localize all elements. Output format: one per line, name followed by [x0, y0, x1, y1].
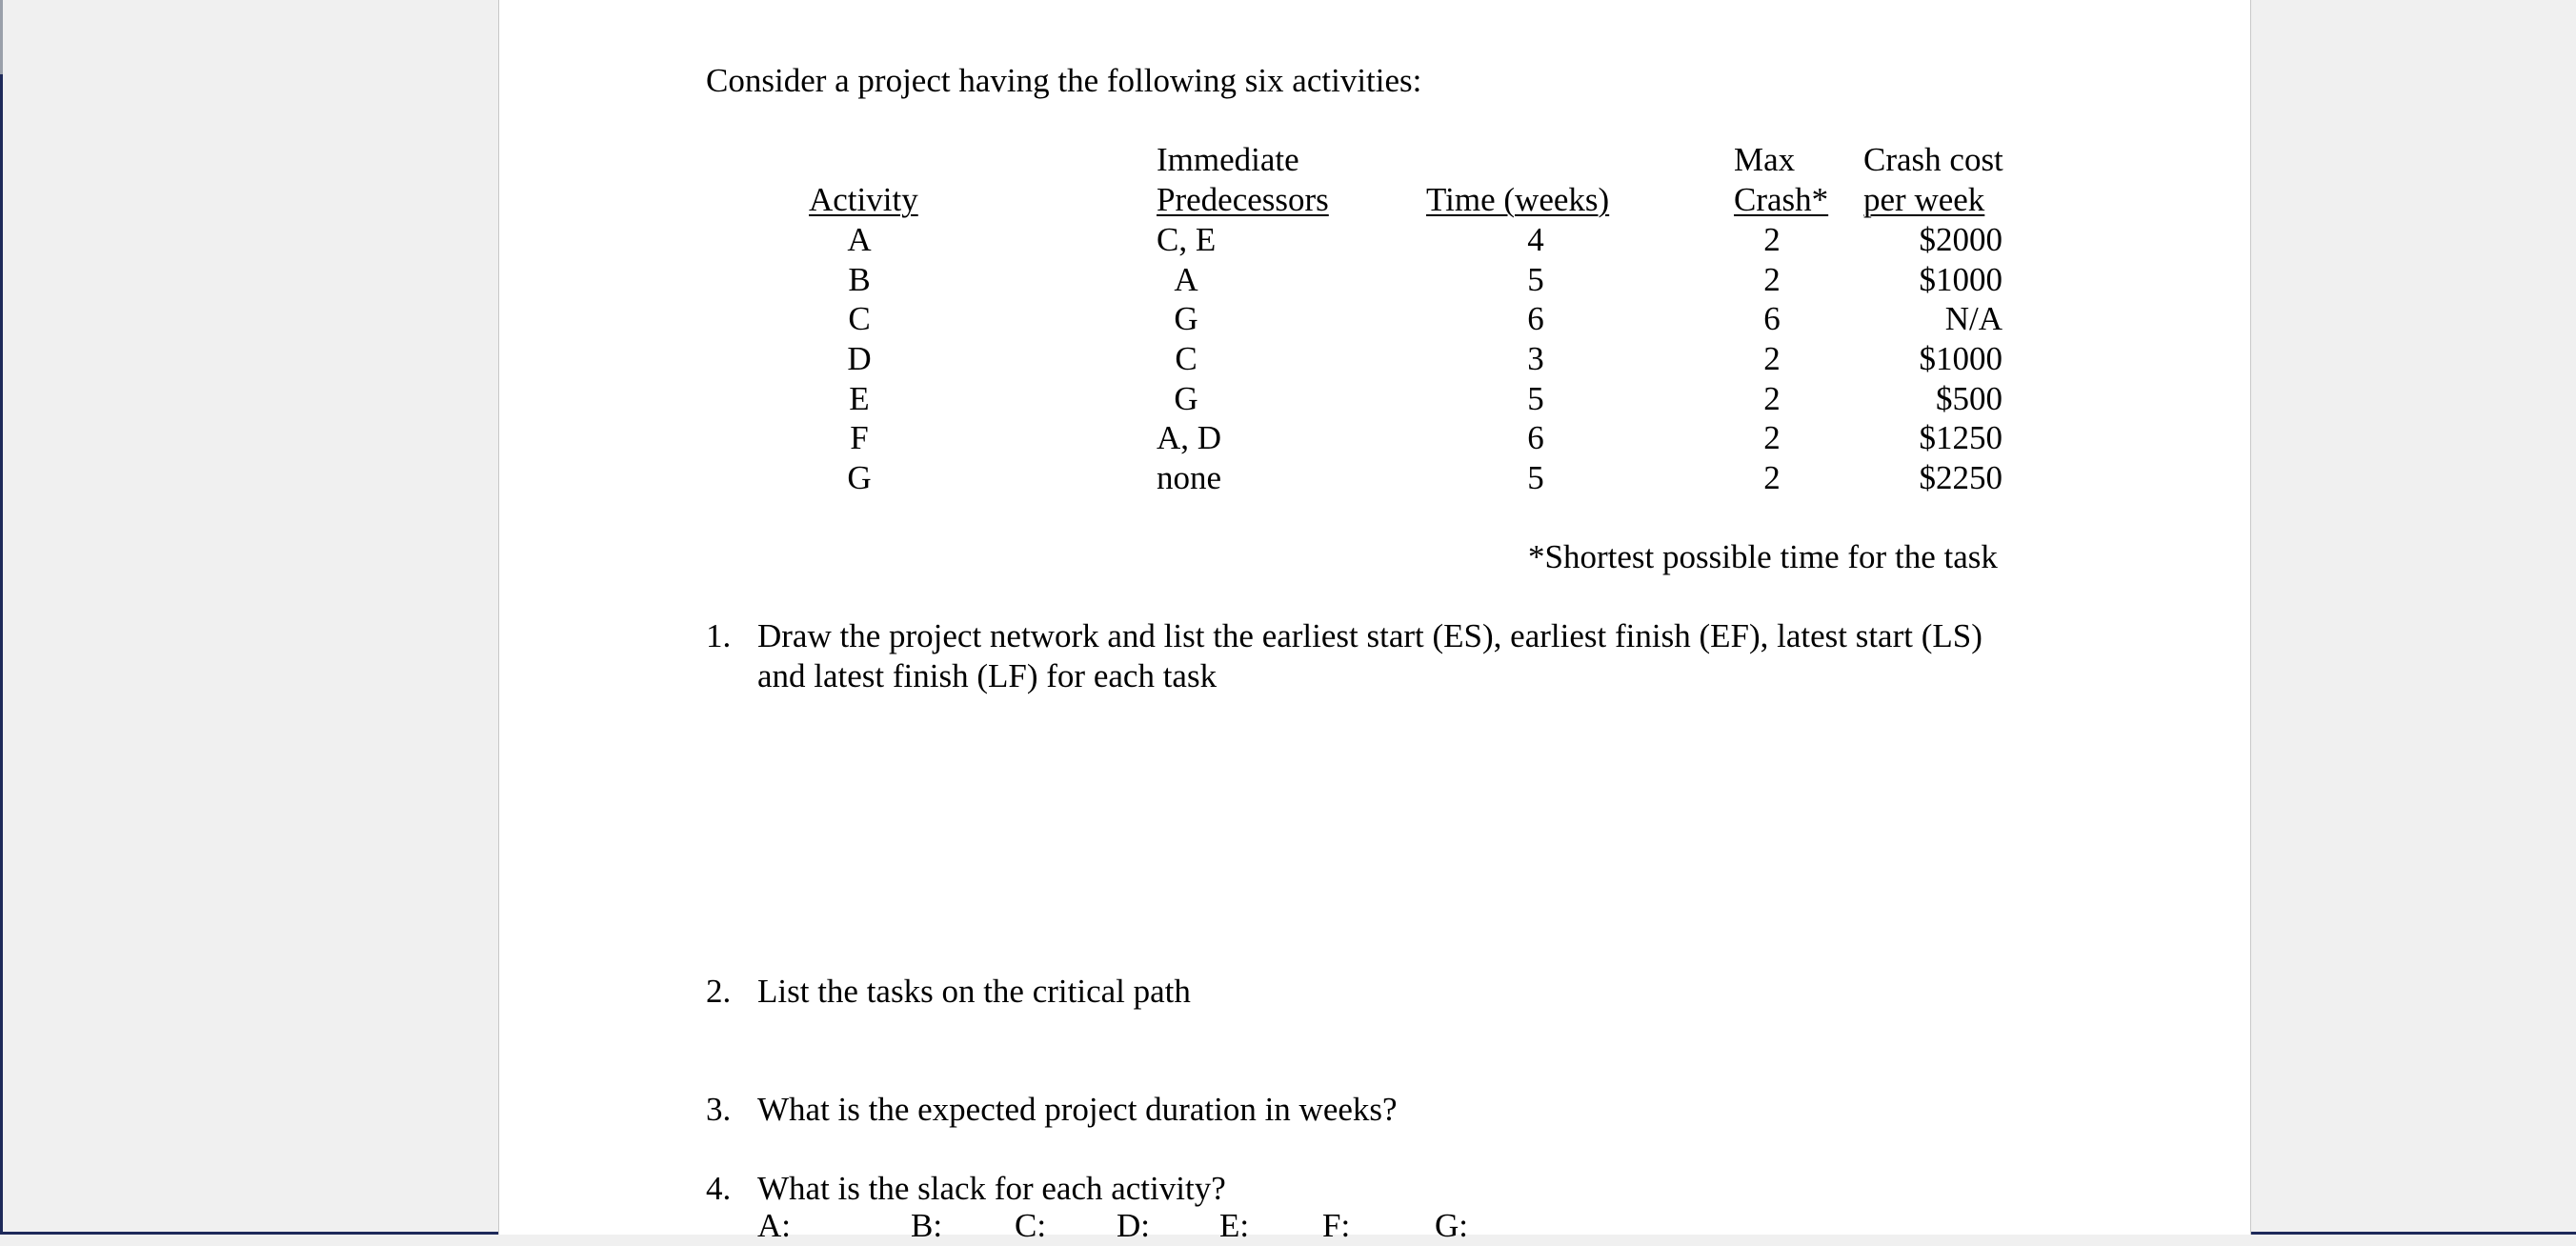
question-number: 2.	[706, 972, 731, 1012]
slack-label: E:	[1219, 1206, 1249, 1246]
window-left-border	[0, 0, 3, 1235]
cell-time: 5	[1515, 260, 1557, 300]
cell-max-crash: 2	[1751, 379, 1793, 419]
question-number: 3.	[706, 1090, 731, 1130]
slack-label: F:	[1322, 1206, 1350, 1246]
cell-predecessors: A, D	[1157, 418, 1221, 458]
cell-activity: F	[838, 418, 880, 458]
cell-crash-cost: $500	[1833, 379, 2002, 419]
cell-crash-cost: $1000	[1833, 339, 2002, 379]
header-predecessors-line2: Predecessors	[1157, 180, 1329, 220]
question-number: 4.	[706, 1169, 731, 1209]
cell-time: 4	[1515, 220, 1557, 260]
cell-time: 5	[1515, 379, 1557, 419]
header-activity: Activity	[809, 180, 918, 220]
question-text: Draw the project network and list the earliest start (ES), earliest finish (EF), latest start (LS)	[757, 616, 1982, 656]
slack-label: A:	[757, 1206, 791, 1246]
question-text: List the tasks on the critical path	[757, 972, 1191, 1012]
table-footnote: *Shortest possible time for the task	[1528, 537, 1998, 577]
cell-activity: G	[838, 458, 880, 498]
cell-time: 3	[1515, 339, 1557, 379]
cell-predecessors: C, E	[1157, 220, 1216, 260]
slack-label: D:	[1117, 1206, 1150, 1246]
cell-max-crash: 2	[1751, 220, 1793, 260]
cell-crash-cost: $1000	[1833, 260, 2002, 300]
header-maxcrash-line1: Max	[1734, 140, 1795, 180]
question-text: What is the slack for each activity?	[757, 1169, 1226, 1209]
cell-crash-cost: $2250	[1833, 458, 2002, 498]
cell-activity: D	[838, 339, 880, 379]
cell-time: 6	[1515, 299, 1557, 339]
cell-crash-cost: N/A	[1833, 299, 2002, 339]
header-cost-line1: Crash cost	[1863, 140, 2003, 180]
cell-max-crash: 2	[1751, 458, 1793, 498]
slack-label: B:	[911, 1206, 942, 1246]
cell-activity: E	[838, 379, 880, 419]
header-predecessors-line1: Immediate	[1157, 140, 1299, 180]
cell-crash-cost: $1250	[1833, 418, 2002, 458]
cell-predecessors: C	[1157, 339, 1216, 379]
window-left-border-top	[0, 0, 3, 74]
cell-time: 6	[1515, 418, 1557, 458]
cell-time: 5	[1515, 458, 1557, 498]
cell-crash-cost: $2000	[1833, 220, 2002, 260]
question-number: 1.	[706, 616, 731, 656]
cell-predecessors: G	[1157, 299, 1216, 339]
cell-activity: A	[838, 220, 880, 260]
question-text-continued: and latest finish (LF) for each task	[757, 656, 1217, 696]
header-cost-line2: per week	[1863, 180, 1984, 220]
intro-text: Consider a project having the following six activities:	[706, 61, 1421, 101]
slack-label: G:	[1435, 1206, 1468, 1246]
cell-max-crash: 2	[1751, 418, 1793, 458]
slack-label: C:	[1015, 1206, 1046, 1246]
cell-activity: C	[838, 299, 880, 339]
header-time: Time (weeks)	[1426, 180, 1609, 220]
document-page	[498, 0, 2251, 1235]
cell-predecessors: G	[1157, 379, 1216, 419]
cell-predecessors: A	[1157, 260, 1216, 300]
header-maxcrash-line2: Crash*	[1734, 180, 1828, 220]
cell-max-crash: 2	[1751, 260, 1793, 300]
cell-predecessors: none	[1157, 458, 1221, 498]
cell-max-crash: 6	[1751, 299, 1793, 339]
cell-activity: B	[838, 260, 880, 300]
question-text: What is the expected project duration in weeks?	[757, 1090, 1398, 1130]
cell-max-crash: 2	[1751, 339, 1793, 379]
